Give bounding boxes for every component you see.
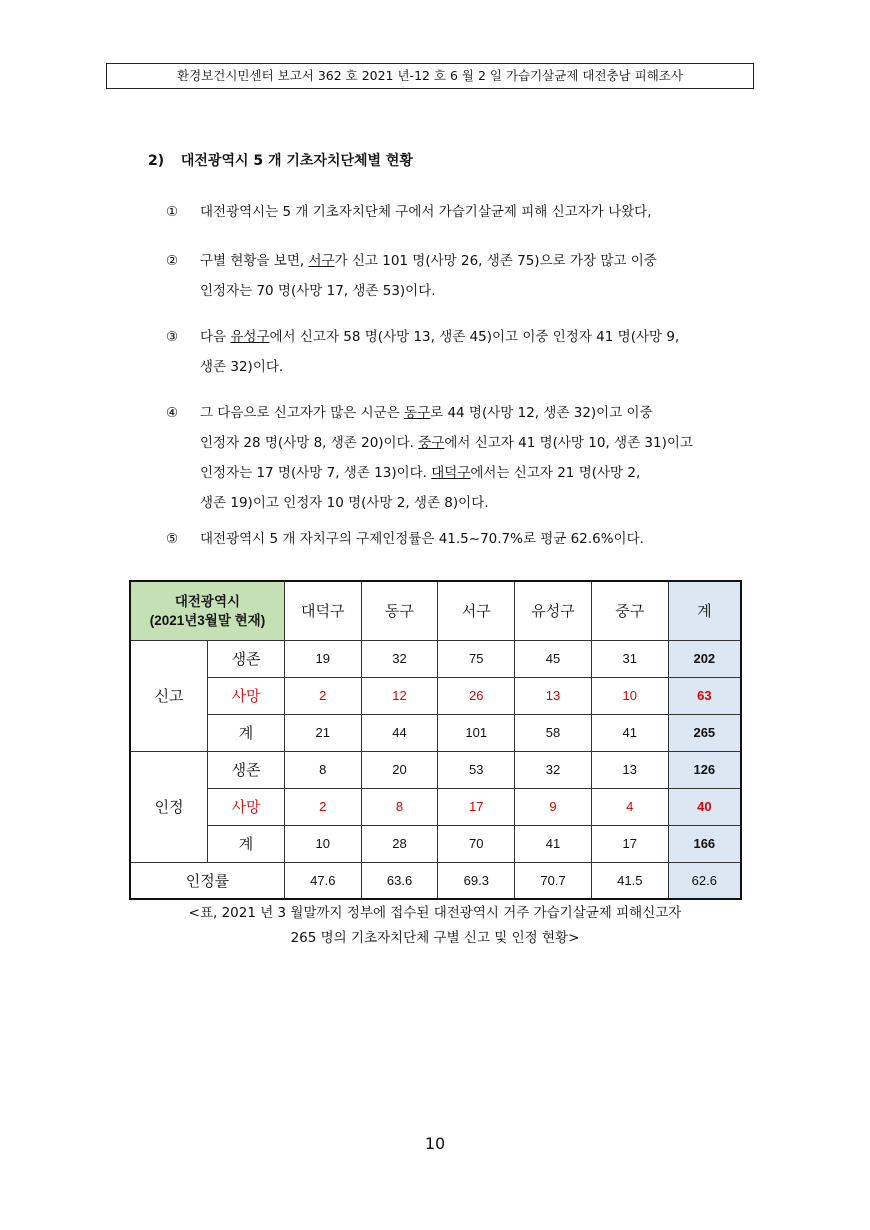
district-stats-table [129,580,742,900]
table-cell-total: 265 [668,714,741,751]
corner-title: 대전광역시 [174,593,241,609]
table-cell: 41 [515,825,592,862]
table-row [130,825,741,862]
page-number: 10 [424,1134,446,1153]
underlined-district: 서구 [308,253,335,269]
table-cell-total: 63 [668,677,741,714]
table-cell-total: 202 [668,640,741,677]
report-header-text: 환경보건시민센터 보고서 362 호 2021 년-12 호 6 월 2 일 가습기살균제 대전충남 피해조사 [177,68,683,83]
list-item-1 [166,197,736,227]
row-group-label: 인정 [130,751,208,862]
list-item-3 [166,322,736,382]
table-cell: 41 [591,714,668,751]
table-cell: 47.6 [284,862,361,899]
section-title-text: 대전광역시 5 개 기초자치단체별 현황 [180,153,413,169]
table-caption-line-1: <표, 2021 년 3 월말까지 정부에 접수된 대전광역시 거주 가습기살균제 피해신고자 [188,905,682,921]
table-cell: 58 [515,714,592,751]
table-cell: 70 [438,825,515,862]
table-row [130,677,741,714]
item-marker: ④ [166,405,179,421]
table-cell: 75 [438,640,515,677]
table-row-rate [130,862,741,899]
section-number: 2) [148,153,165,169]
table-cell: 28 [361,825,438,862]
table-cell: 101 [438,714,515,751]
table-cell: 69.3 [438,862,515,899]
row-group-label: 신고 [130,640,208,751]
table-row [130,640,741,677]
table-cell-total: 126 [668,751,741,788]
list-item-5 [166,524,736,554]
underlined-district: 동구 [404,405,431,421]
table-cell: 17 [591,825,668,862]
report-header [106,63,754,89]
table-cell: 12 [361,677,438,714]
table-cell: 21 [284,714,361,751]
item-marker: ① [166,204,179,220]
table-row [130,751,741,788]
column-header: 서구 [438,581,515,640]
underlined-district: 대덕구 [431,465,471,481]
item-line: 그 다음으로 신고자가 많은 시군은 동구로 44 명(사망 12, 생존 32)이고 이중 [200,405,653,421]
row-label: 사망 [208,788,285,825]
table-cell: 13 [515,677,592,714]
underlined-district: 중구 [418,435,445,451]
table-cell: 70.7 [515,862,592,899]
list-item-4 [166,398,736,518]
column-header: 대덕구 [284,581,361,640]
item-marker: ② [166,253,179,269]
item-line: 구별 현황을 보면, 서구가 신고 101 명(사망 26, 생존 75)으로 가장 많고 이중 [200,253,657,269]
table-cell: 53 [438,751,515,788]
list-item-2 [166,246,736,306]
table-cell: 17 [438,788,515,825]
row-label: 생존 [208,751,285,788]
table-cell: 44 [361,714,438,751]
section-title [148,150,413,170]
table-corner-cell [130,581,284,640]
corner-date: (2021년3월말 현재) [149,612,266,628]
item-line: 인정자 28 명(사망 8, 생존 20)이다. 중구에서 신고자 41 명(사망 10, 생존 31)이고 [200,435,693,451]
item-line: 대전광역시 5 개 자치구의 구제인정률은 41.5~70.7%로 평균 62.6%이다. [200,531,644,547]
table-cell: 26 [438,677,515,714]
row-label: 계 [208,714,285,751]
table-cell: 32 [361,640,438,677]
table-cell: 9 [515,788,592,825]
item-line: 생존 32)이다. [200,359,284,375]
table-header-row [130,581,741,640]
table-cell: 2 [284,788,361,825]
table-cell: 45 [515,640,592,677]
table-cell: 41.5 [591,862,668,899]
table-cell: 8 [361,788,438,825]
table-cell: 63.6 [361,862,438,899]
row-label: 사망 [208,677,285,714]
table-cell: 10 [591,677,668,714]
row-label: 생존 [208,640,285,677]
item-line: 인정자는 17 명(사망 7, 생존 13)이다. 대덕구에서는 신고자 21 명(사망 2, [200,465,641,481]
table-caption-line-2: 265 명의 기초자치단체 구별 신고 및 인정 현황> [290,930,580,946]
underlined-district: 유성구 [230,329,270,345]
table-cell: 4 [591,788,668,825]
table-cell-total: 62.6 [668,862,741,899]
table-cell: 19 [284,640,361,677]
table-cell-total: 40 [668,788,741,825]
table-cell: 32 [515,751,592,788]
item-line: 인정자는 70 명(사망 17, 생존 53)이다. [200,283,436,299]
item-line: 다음 유성구에서 신고자 58 명(사망 13, 생존 45)이고 이중 인정자 41 명(사망 9, [200,329,680,345]
table-row [130,714,741,751]
table-cell: 13 [591,751,668,788]
column-header-total: 계 [668,581,741,640]
item-marker: ⑤ [166,531,179,547]
column-header: 중구 [591,581,668,640]
table-cell: 31 [591,640,668,677]
table-cell: 10 [284,825,361,862]
row-label: 계 [208,825,285,862]
table-cell: 8 [284,751,361,788]
item-line: 생존 19)이고 인정자 10 명(사망 2, 생존 8)이다. [200,495,489,511]
item-marker: ③ [166,329,179,345]
column-header: 유성구 [515,581,592,640]
table-cell-total: 166 [668,825,741,862]
table-cell: 2 [284,677,361,714]
table-row [130,788,741,825]
table-cell: 20 [361,751,438,788]
row-label: 인정률 [130,862,284,899]
item-line: 대전광역시는 5 개 기초자치단체 구에서 가습기살균제 피해 신고자가 나왔다, [200,204,652,220]
column-header: 동구 [361,581,438,640]
